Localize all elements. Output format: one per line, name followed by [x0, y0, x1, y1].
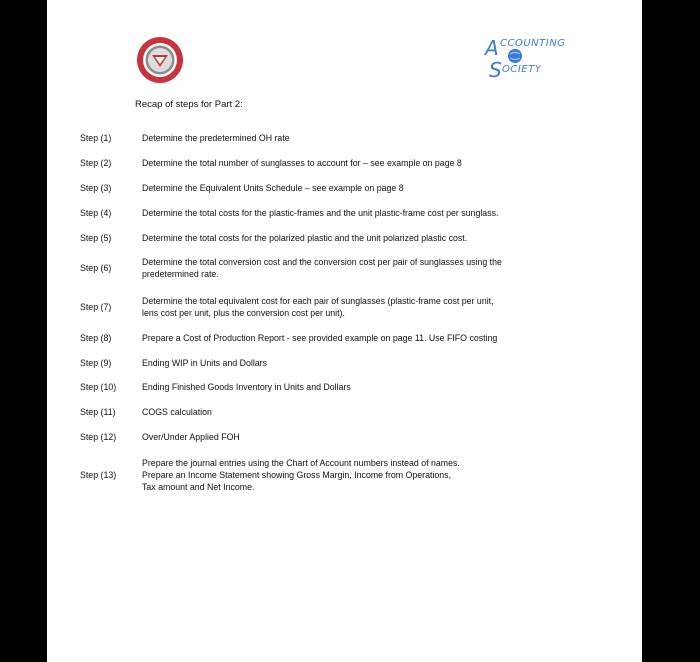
step-description — [142, 457, 562, 493]
step-description-line: Ending WIP in Units and Dollars — [142, 358, 268, 368]
step-label: Step (9) — [80, 358, 112, 368]
step-description-line: predetermined rate. — [142, 269, 219, 279]
step-description — [142, 406, 562, 418]
step-label: Step (1) — [80, 133, 112, 143]
step-description-line: Tax amount and Net Income. — [142, 482, 255, 492]
step-label: Step (2) — [80, 158, 112, 168]
step-description — [142, 431, 562, 443]
step-label: Step (8) — [80, 333, 112, 343]
step-label: Step (13) — [80, 470, 117, 480]
step-description-line: Ending Finished Goods Inventory in Units and Dollars — [142, 382, 351, 392]
step-description-line: Determine the total equivalent cost for each pair of sunglasses (plastic-frame cost per unit, — [142, 296, 494, 306]
step-description — [142, 207, 562, 219]
accounting-society-logo: A CCOUNTING S OCIETY — [485, 36, 566, 82]
step-description — [142, 182, 562, 194]
step-label: Step (5) — [80, 233, 112, 243]
step-description — [142, 132, 562, 144]
step-description-line: COGS calculation — [142, 407, 212, 417]
step-label: Step (4) — [80, 208, 112, 218]
step-description-line: Determine the total conversion cost and the conversion cost per pair of sunglasses using the — [142, 257, 502, 267]
step-label: Step (3) — [80, 183, 112, 193]
step-description-line: Determine the total costs for the plastic-frames and the unit plastic-frame cost per sunglass. — [142, 208, 499, 218]
step-description-line: Prepare an Income Statement showing Gross Margin, Income from Operations, — [142, 470, 452, 480]
step-label: Step (12) — [80, 432, 117, 442]
step-label: Step (7) — [80, 302, 112, 312]
step-description-line: Determine the total costs for the polarized plastic and the unit polarized plastic cost. — [142, 233, 468, 243]
step-description-line: lens cost per unit, plus the conversion cost per unit). — [142, 308, 345, 318]
step-description — [142, 295, 562, 319]
recap-heading: Recap of steps for Part 2: — [135, 99, 243, 110]
step-label: Step (6) — [80, 263, 112, 273]
step-description — [142, 332, 562, 344]
university-seal-icon — [136, 36, 184, 84]
step-description-line: Determine the total number of sunglasses to account for – see example on page 8 — [142, 158, 462, 168]
step-description — [142, 256, 562, 280]
globe-icon — [507, 48, 523, 64]
step-description — [142, 381, 562, 393]
step-description-line: Determine the Equivalent Units Schedule – see example on page 8 — [142, 183, 404, 193]
step-description-line: Over/Under Applied FOH — [142, 432, 240, 442]
step-description-line: Prepare a Cost of Production Report - see provided example on page 11. Use FIFO costing — [142, 333, 498, 343]
step-description-line: Determine the predetermined OH rate — [142, 133, 290, 143]
step-description — [142, 357, 562, 369]
step-label: Step (11) — [80, 407, 116, 417]
step-description — [142, 157, 562, 169]
step-label: Step (10) — [80, 382, 117, 392]
step-description — [142, 232, 562, 244]
document-page — [47, 0, 642, 662]
step-description-line: Prepare the journal entries using the Chart of Account numbers instead of names. — [142, 458, 460, 468]
